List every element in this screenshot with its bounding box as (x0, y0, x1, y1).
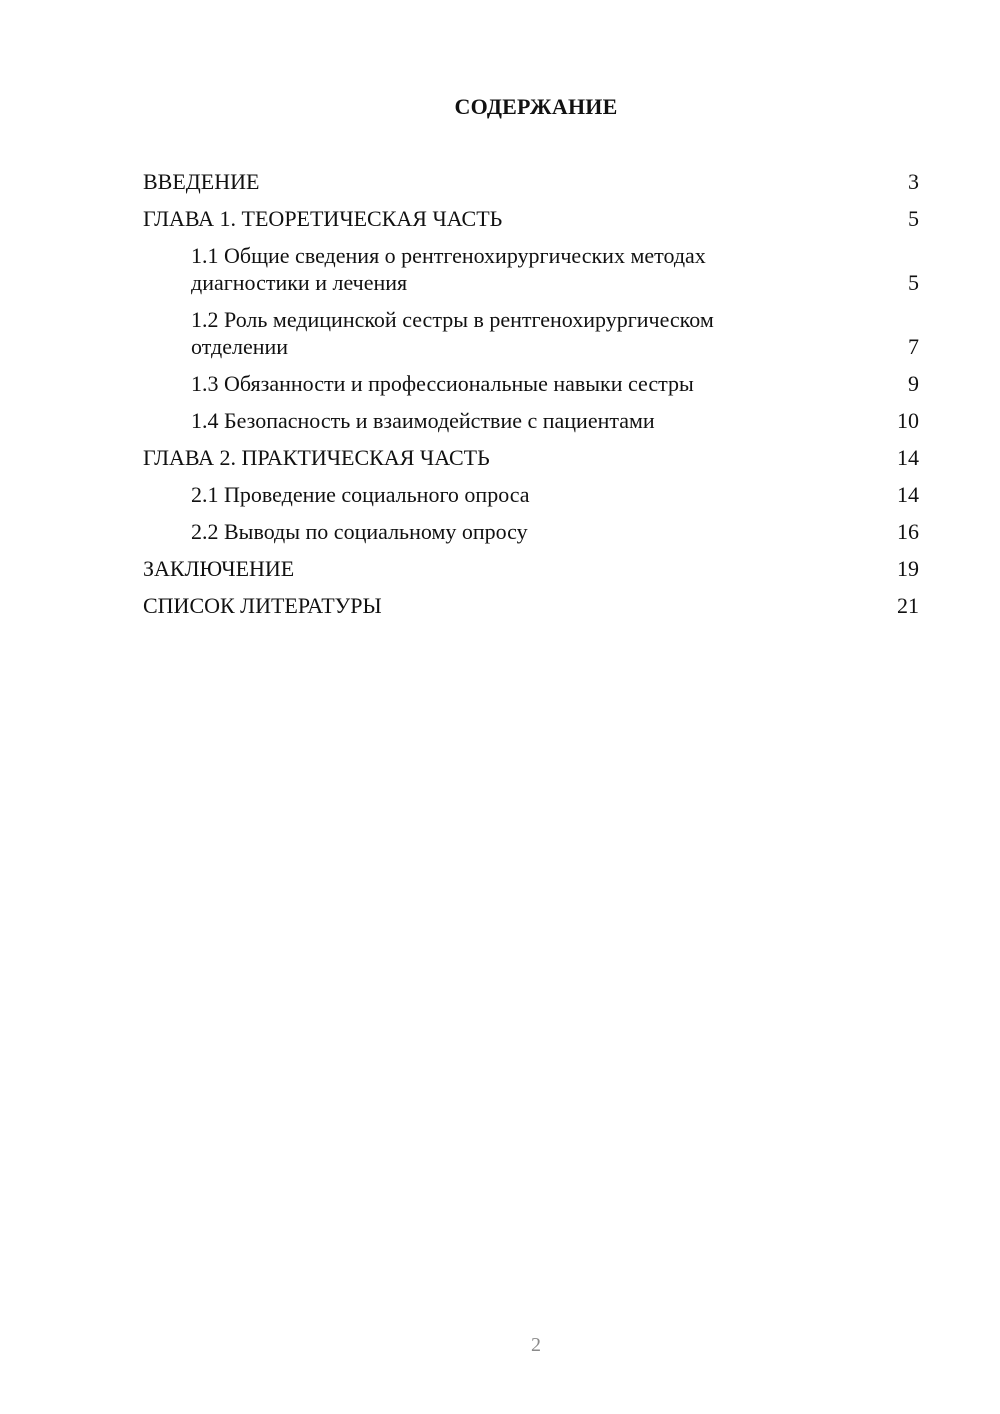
toc-entry-section-1-3[interactable] (143, 370, 919, 397)
toc-entry-page: 5 (908, 206, 919, 231)
toc-entry-introduction[interactable] (143, 168, 919, 195)
toc-entry-label: ГЛАВА 2. ПРАКТИЧЕСКАЯ ЧАСТЬ (143, 445, 490, 470)
toc-entry-label: ЗАКЛЮЧЕНИЕ (143, 556, 295, 581)
toc-entry-page: 7 (908, 334, 919, 359)
toc-entry-label: 1.2 Роль медицинской сестры в рентгенохирургическом отделении (191, 307, 714, 359)
toc-entry-page: 16 (897, 519, 919, 544)
toc-entry-label: 1.1 Общие сведения о рентгенохирургических методах диагностики и лечения (191, 243, 706, 295)
page-number: 2 (531, 1334, 541, 1356)
toc-entry-page: 9 (908, 371, 919, 396)
toc-entry-bibliography[interactable] (143, 592, 919, 619)
toc-entry-conclusion[interactable] (143, 555, 919, 582)
toc-entry-label: 2.1 Проведение социального опроса (191, 482, 530, 507)
toc-entry-page: 3 (908, 169, 919, 194)
toc-entry-section-1-4[interactable] (143, 407, 919, 434)
toc-entry-label: ВВЕДЕНИЕ (143, 169, 260, 194)
toc-entry-label: ГЛАВА 1. ТЕОРЕТИЧЕСКАЯ ЧАСТЬ (143, 206, 503, 231)
toc-title: СОДЕРЖАНИЕ (454, 94, 618, 119)
toc-entry-label: СПИСОК ЛИТЕРАТУРЫ (143, 593, 382, 618)
toc-entry-label: 2.2 Выводы по социальному опросу (191, 519, 528, 544)
toc-entry-page: 14 (897, 482, 919, 507)
toc-entry-page: 19 (897, 556, 919, 581)
toc-entry-section-2-2[interactable] (143, 518, 919, 545)
toc-entry-page: 10 (897, 408, 919, 433)
toc-entry-chapter-2[interactable] (143, 444, 919, 471)
toc-entry-section-2-1[interactable] (143, 481, 919, 508)
toc-entry-label: 1.3 Обязанности и профессиональные навыки сестры (191, 371, 694, 396)
toc-entry-label: 1.4 Безопасность и взаимодействие с пациентами (191, 408, 655, 433)
toc-entry-section-1-1[interactable] (143, 242, 919, 296)
toc-entry-section-1-2[interactable] (143, 306, 919, 360)
toc-entry-page: 21 (897, 593, 919, 618)
toc-entry-chapter-1[interactable] (143, 205, 919, 232)
toc-entry-page: 5 (908, 270, 919, 295)
table-of-contents (143, 168, 919, 629)
toc-entry-page: 14 (897, 445, 919, 470)
